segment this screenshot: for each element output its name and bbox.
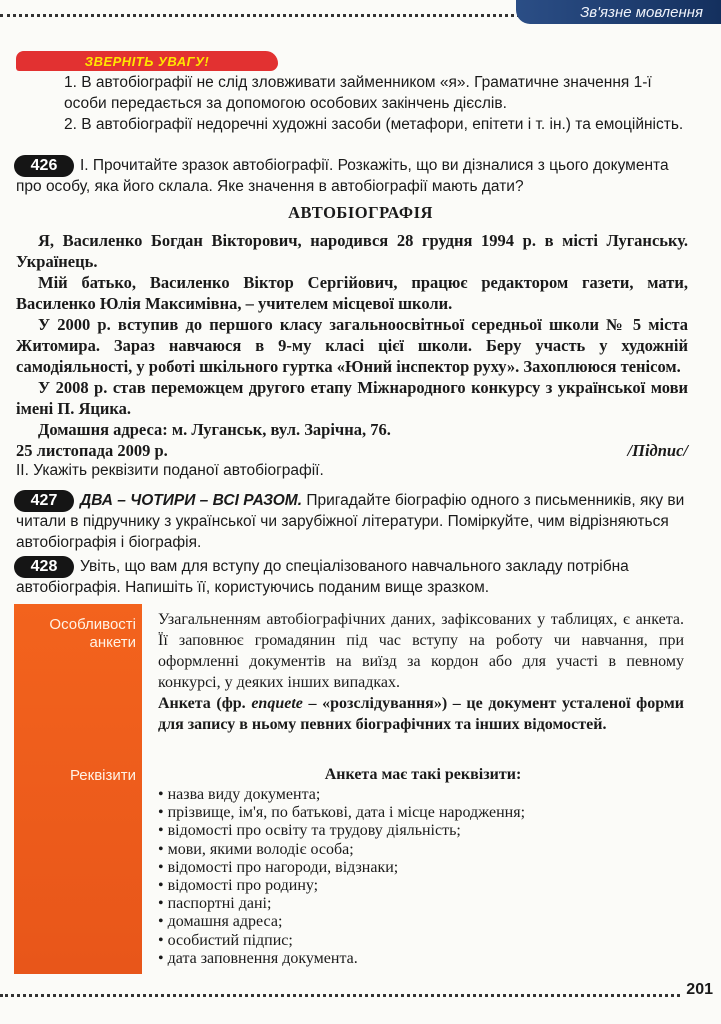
- exercise-426-instruction: І. Прочитайте зразок автобіографії. Розкажіть, що ви дізналися з цього документа про особу, яка його склала. Яке значення в автобіографії мають дати?: [16, 157, 669, 195]
- anketa-definition-word: enquete: [251, 695, 303, 712]
- warning-notes: [64, 72, 684, 135]
- sidebar-label-requisites: Реквізити: [69, 767, 136, 784]
- anketa-definition: [158, 693, 684, 735]
- group-work-label: ДВА – ЧОТИРИ – ВСІ РАЗОМ.: [80, 492, 303, 509]
- autobiography-date-row: [16, 440, 688, 461]
- page-number: 201: [686, 981, 713, 998]
- list-item: • дата заповнення документа.: [158, 950, 678, 968]
- sidebar-label-features: Особливості анкети: [49, 616, 136, 651]
- sidebar-panel: [14, 604, 142, 974]
- list-item: • паспортні дані;: [158, 895, 678, 913]
- anketa-definition-suffix: – «розслідування») – це документ усталеної форми для запису в ньому певних біографічних та інших відомостей.: [158, 695, 685, 733]
- requisites-list: [158, 786, 678, 968]
- exercise-number-428: 428: [14, 556, 74, 578]
- autobiography-paragraph: У 2008 р. став переможцем другого етапу Міжнародного конкурсу з української мови імені П. Яцика.: [16, 378, 688, 418]
- anketa-intro: Узагальненням автобіографічних даних, зафіксованих у таблицях, є анкета. Її заповнює громадянин під час вступу на роботу чи навчання, при оформленні документів на виїзд за кордон або для участі в певному конкурсі, у деяких інших випадках.: [158, 611, 684, 691]
- list-item: • мови, якими володіє особа;: [158, 841, 678, 859]
- attention-badge: ЗВЕРНІТЬ УВАГУ!: [16, 51, 278, 71]
- top-dotted-rule: [0, 14, 520, 17]
- section-header: [516, 0, 721, 24]
- exercise-427-instruction: [16, 490, 696, 553]
- autobiography-title: АВТОБІОГРАФІЯ: [288, 203, 433, 222]
- warning-note-2: 2. В автобіографії недоречні художні засоби (метафори, епітети і т. ін.) та емоційність.: [64, 116, 684, 133]
- section-title: Зв'язне мовлення: [580, 3, 703, 21]
- exercise-428-instruction: Увіть, що вам для вступу до спеціалізованого навчального закладу потрібна автобіографія. Напишіть її, користуючись поданим вище зразком.: [16, 558, 629, 596]
- anketa-text: [158, 609, 684, 735]
- exercise-number-427: 427: [14, 490, 74, 512]
- list-item: • назва виду документа;: [158, 786, 678, 804]
- requisites-heading: Анкета має такі реквізити:: [324, 766, 522, 783]
- autobiography-signature: /Підпис/: [627, 441, 688, 460]
- autobiography-date: 25 листопада 2009 р.: [16, 441, 168, 460]
- warning-note-1: 1. В автобіографії не слід зловживати займенником «я». Граматичне значення 1-ї особи передається за допомогою особових закінчень дієслів.: [64, 74, 652, 112]
- anketa-definition-prefix: Анкета (фр.: [158, 695, 252, 712]
- list-item: • відомості про нагороди, відзнаки;: [158, 859, 678, 877]
- list-item: • відомості про освіту та трудову діяльність;: [158, 822, 678, 840]
- exercise-427-text: Пригадайте біографію одного з письменників, яку ви читали в підручнику з української чи зарубіжної літератури. Поміркуйте, чим відрізняються автобіографія і біографія.: [16, 492, 685, 551]
- bottom-dotted-rule: [0, 994, 680, 997]
- autobiography-paragraph: Домашня адреса: м. Луганськ, вул. Зарічна, 76.: [38, 420, 391, 439]
- list-item: • домашня адреса;: [158, 913, 678, 931]
- list-item: • особистий підпис;: [158, 932, 678, 950]
- autobiography-paragraph: Мій батько, Василенко Віктор Сергійович, працює редактором газети, мати, Василенко Юлія Максимівна, – учителем місцевої школи.: [16, 273, 688, 313]
- list-item: • прізвище, ім'я, по батькові, дата і місце народження;: [158, 804, 678, 822]
- list-item: • відомості про родину;: [158, 877, 678, 895]
- exercise-426-part2: ІІ. Укажіть реквізити поданої автобіографії.: [16, 462, 324, 479]
- exercise-number-426: 426: [14, 155, 74, 177]
- autobiography-paragraph: У 2000 р. вступив до першого класу загальноосвітньої середньої школи № 5 міста Житомира. Зараз навчаюся в 9-му класі цієї школи. Беру участь у художній самодіяльності, у роботі шкільного гуртка «Юний інспектор руху». Захоплююся тенісом.: [16, 315, 688, 376]
- autobiography-paragraph: Я, Василенко Богдан Вікторович, народився 28 грудня 1994 р. в місті Луганську. Українець.: [16, 231, 688, 271]
- autobiography-body: [16, 230, 688, 461]
